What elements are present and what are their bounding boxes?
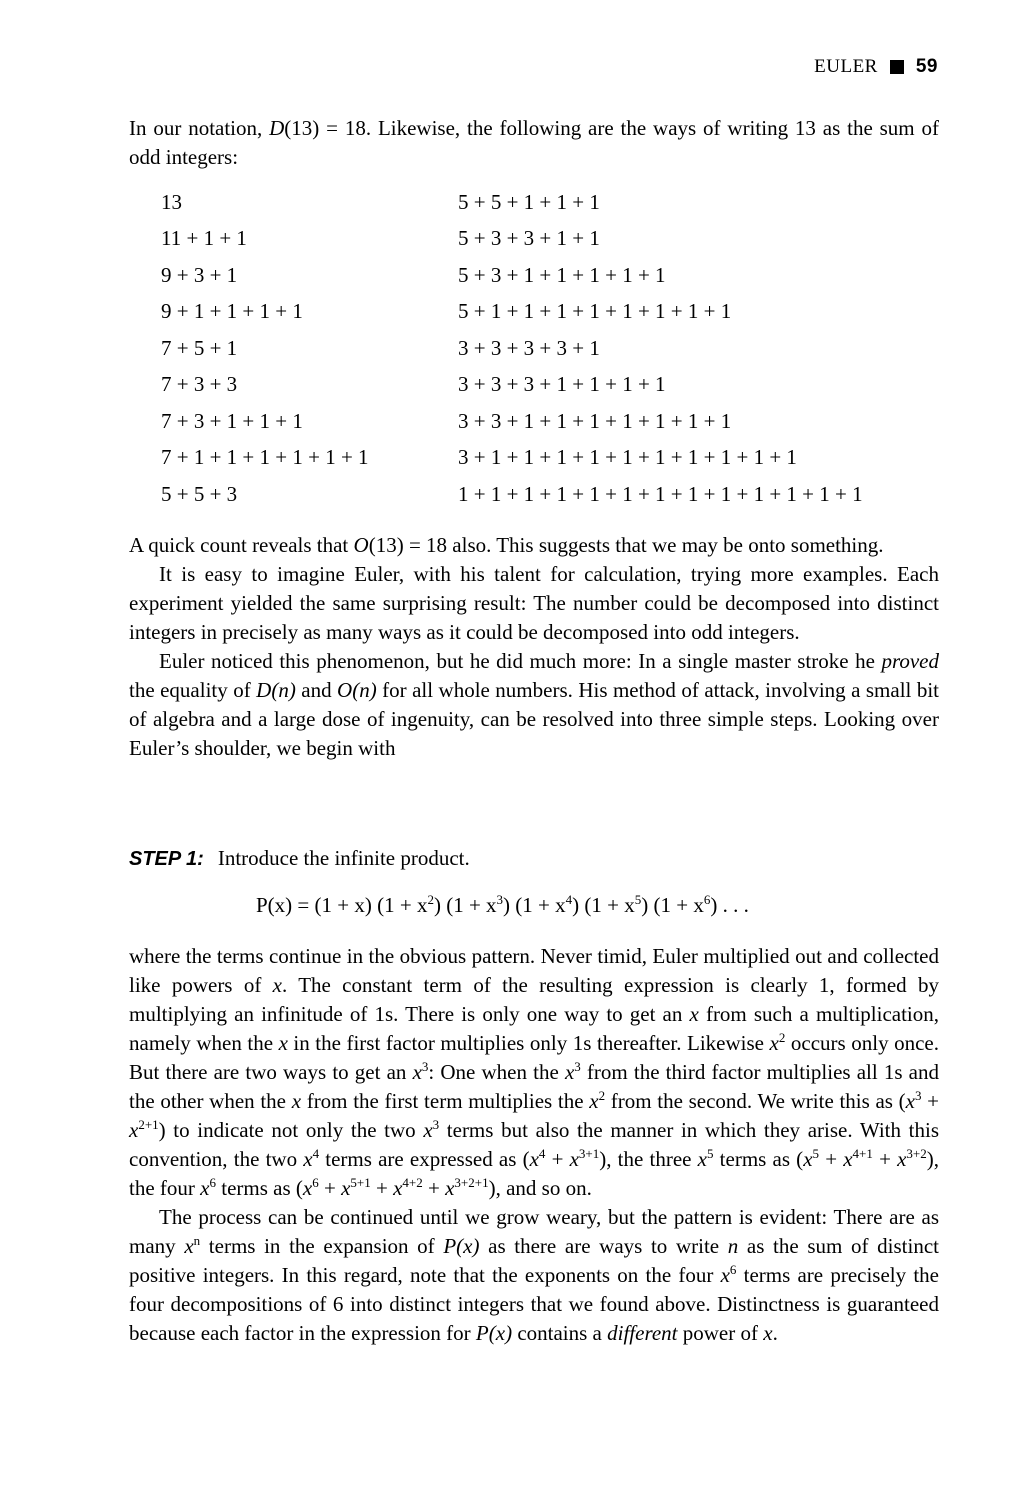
odd-sums-table [161, 184, 863, 513]
sum-left-cell: 13 [161, 189, 182, 214]
sum-right-cell: 3 + 3 + 3 + 1 + 1 + 1 + 1 [458, 372, 666, 397]
formula-factor: (1 + x) [314, 893, 372, 917]
expansion-text [129, 942, 939, 1348]
formula-exponent: 6 [703, 892, 711, 907]
formula-paren: ) [572, 893, 580, 917]
table-row [161, 403, 863, 440]
sum-right-cell: 3 + 1 + 1 + 1 + 1 + 1 + 1 + 1 + 1 + 1 + 1 [458, 445, 797, 470]
pattern-paragraph: The process can be continued until we grow weary, but the pattern is evident: There are as many $x^n$ terms in the expansion of P(x) as there are ways to write n as the sum of distinct positive integers. In this regard, note that the exponents on the four $x^6$ terms are precisely the four decompositions of 6 into distinct integers that we found above. Distinctness is guaranteed because each factor in the expression for P(x) contains a different power of x. [129, 1205, 939, 1345]
page-number: 59 [915, 56, 938, 77]
intro-paragraph: In our notation, D(13) = 18. Likewise, the following are the ways of writing 13 as the sum of odd integers: [129, 116, 939, 169]
table-row [161, 221, 863, 258]
formula-factor: (1 + x [377, 893, 428, 917]
sum-right-cell: 5 + 5 + 1 + 1 + 1 [458, 189, 600, 214]
formula-factor: (1 + x [653, 893, 704, 917]
step-1-line [129, 846, 470, 871]
formula-tail: . . . [717, 893, 749, 917]
sum-left-cell: 7 + 5 + 1 [161, 335, 238, 360]
count-paragraph: A quick count reveals that O(13) = 18 also. This suggests that we may be onto something. [129, 533, 884, 557]
running-title: EULER [814, 56, 878, 77]
formula-exponent: 3 [496, 892, 504, 907]
sum-left-cell: 7 + 1 + 1 + 1 + 1 + 1 + 1 [161, 445, 369, 470]
table-row [161, 367, 863, 404]
square-bullet-icon [890, 60, 904, 74]
expand-paragraph: where the terms continue in the obvious pattern. Never timid, Euler multiplied out and collected like powers of x. The constant term of the resulting expression is clearly 1, formed by multiplying an infinitude of 1s. There is only one way to get an x from such a multiplication, namely when the x in the first factor multiplies only 1s thereafter. Likewise $x^2$ occurs only once. But there are two ways to get an $x^3$: One when the $x^3$ from the third factor multiplies all 1s and the other when the x from the first term multiplies the $x^2$ from the second. We write this as $(x^3 + x^{2+1})$ to indicate not only the two $x^3$ terms but also the manner in which they arise. With this convention, the two $x^4$ terms are expressed as $(x^4 + x^{3+1})$, the three $x^5$ terms as $(x^5 + x^{4+1} + x^{3+2})$, the four $x^6$ terms as $(x^6 + x^{5+1} + x^{4+2} + x^{3+2+1})$, and so on. [129, 944, 940, 1200]
sum-right-cell: 5 + 3 + 3 + 1 + 1 [458, 226, 600, 251]
sum-right-cell: 1 + 1 + 1 + 1 + 1 + 1 + 1 + 1 + 1 + 1 + 1 + 1 + 1 [458, 481, 863, 506]
sum-right-cell: 3 + 3 + 3 + 3 + 1 [458, 335, 600, 360]
imagine-paragraph: It is easy to imagine Euler, with his talent for calculation, trying more examples. Each experiment yielded the same surprising result: The number could be decomposed into distinct integers in precisely as many ways as it could be decomposed into odd integers. [129, 562, 939, 644]
formula-factor: (1 + x [515, 893, 566, 917]
sum-left-cell: 9 + 3 + 1 [161, 262, 238, 287]
formula-paren: ) [641, 893, 649, 917]
formula-paren: ) [710, 893, 718, 917]
formula-paren: ) [433, 893, 441, 917]
sum-left-cell: 9 + 1 + 1 + 1 + 1 [161, 299, 303, 324]
proof-paragraph: Euler noticed this phenomenon, but he did much more: In a single master stroke he proved the equality of D(n) and O(n) for all whole numbers. His method of attack, involving a small bit of algebra and a large dose of ingenuity, can be resolved into three simple steps. Looking over Euler’s shoulder, we begin with [129, 649, 940, 760]
step-text: Introduce the infinite product. [217, 846, 470, 870]
infinite-product-formula [256, 893, 749, 918]
sum-left-cell: 11 + 1 + 1 [161, 226, 247, 251]
formula-factor: (1 + x [446, 893, 497, 917]
sum-left-cell: 7 + 3 + 1 + 1 + 1 [161, 408, 303, 433]
body-paragraphs [129, 531, 939, 763]
table-row [161, 184, 863, 221]
formula-paren: ) [503, 893, 511, 917]
table-row [161, 294, 863, 331]
sum-right-cell: 3 + 3 + 1 + 1 + 1 + 1 + 1 + 1 + 1 [458, 408, 732, 433]
formula-factor: (1 + x [584, 893, 635, 917]
table-row [161, 330, 863, 367]
formula-exponent: 2 [427, 892, 434, 907]
formula-exponent: 5 [634, 892, 642, 907]
table-row [161, 476, 863, 513]
running-head [814, 56, 938, 78]
sum-left-cell: 7 + 3 + 3 [161, 372, 238, 397]
sum-left-cell: 5 + 5 + 3 [161, 481, 238, 506]
formula-exponent: 4 [565, 892, 573, 907]
formula-lhs: P(x) = [256, 893, 315, 917]
sum-right-cell: 5 + 3 + 1 + 1 + 1 + 1 + 1 [458, 262, 666, 287]
table-row [161, 440, 863, 477]
sum-right-cell: 5 + 1 + 1 + 1 + 1 + 1 + 1 + 1 + 1 [458, 299, 732, 324]
step-label: STEP 1: [129, 848, 204, 870]
table-row [161, 257, 863, 294]
